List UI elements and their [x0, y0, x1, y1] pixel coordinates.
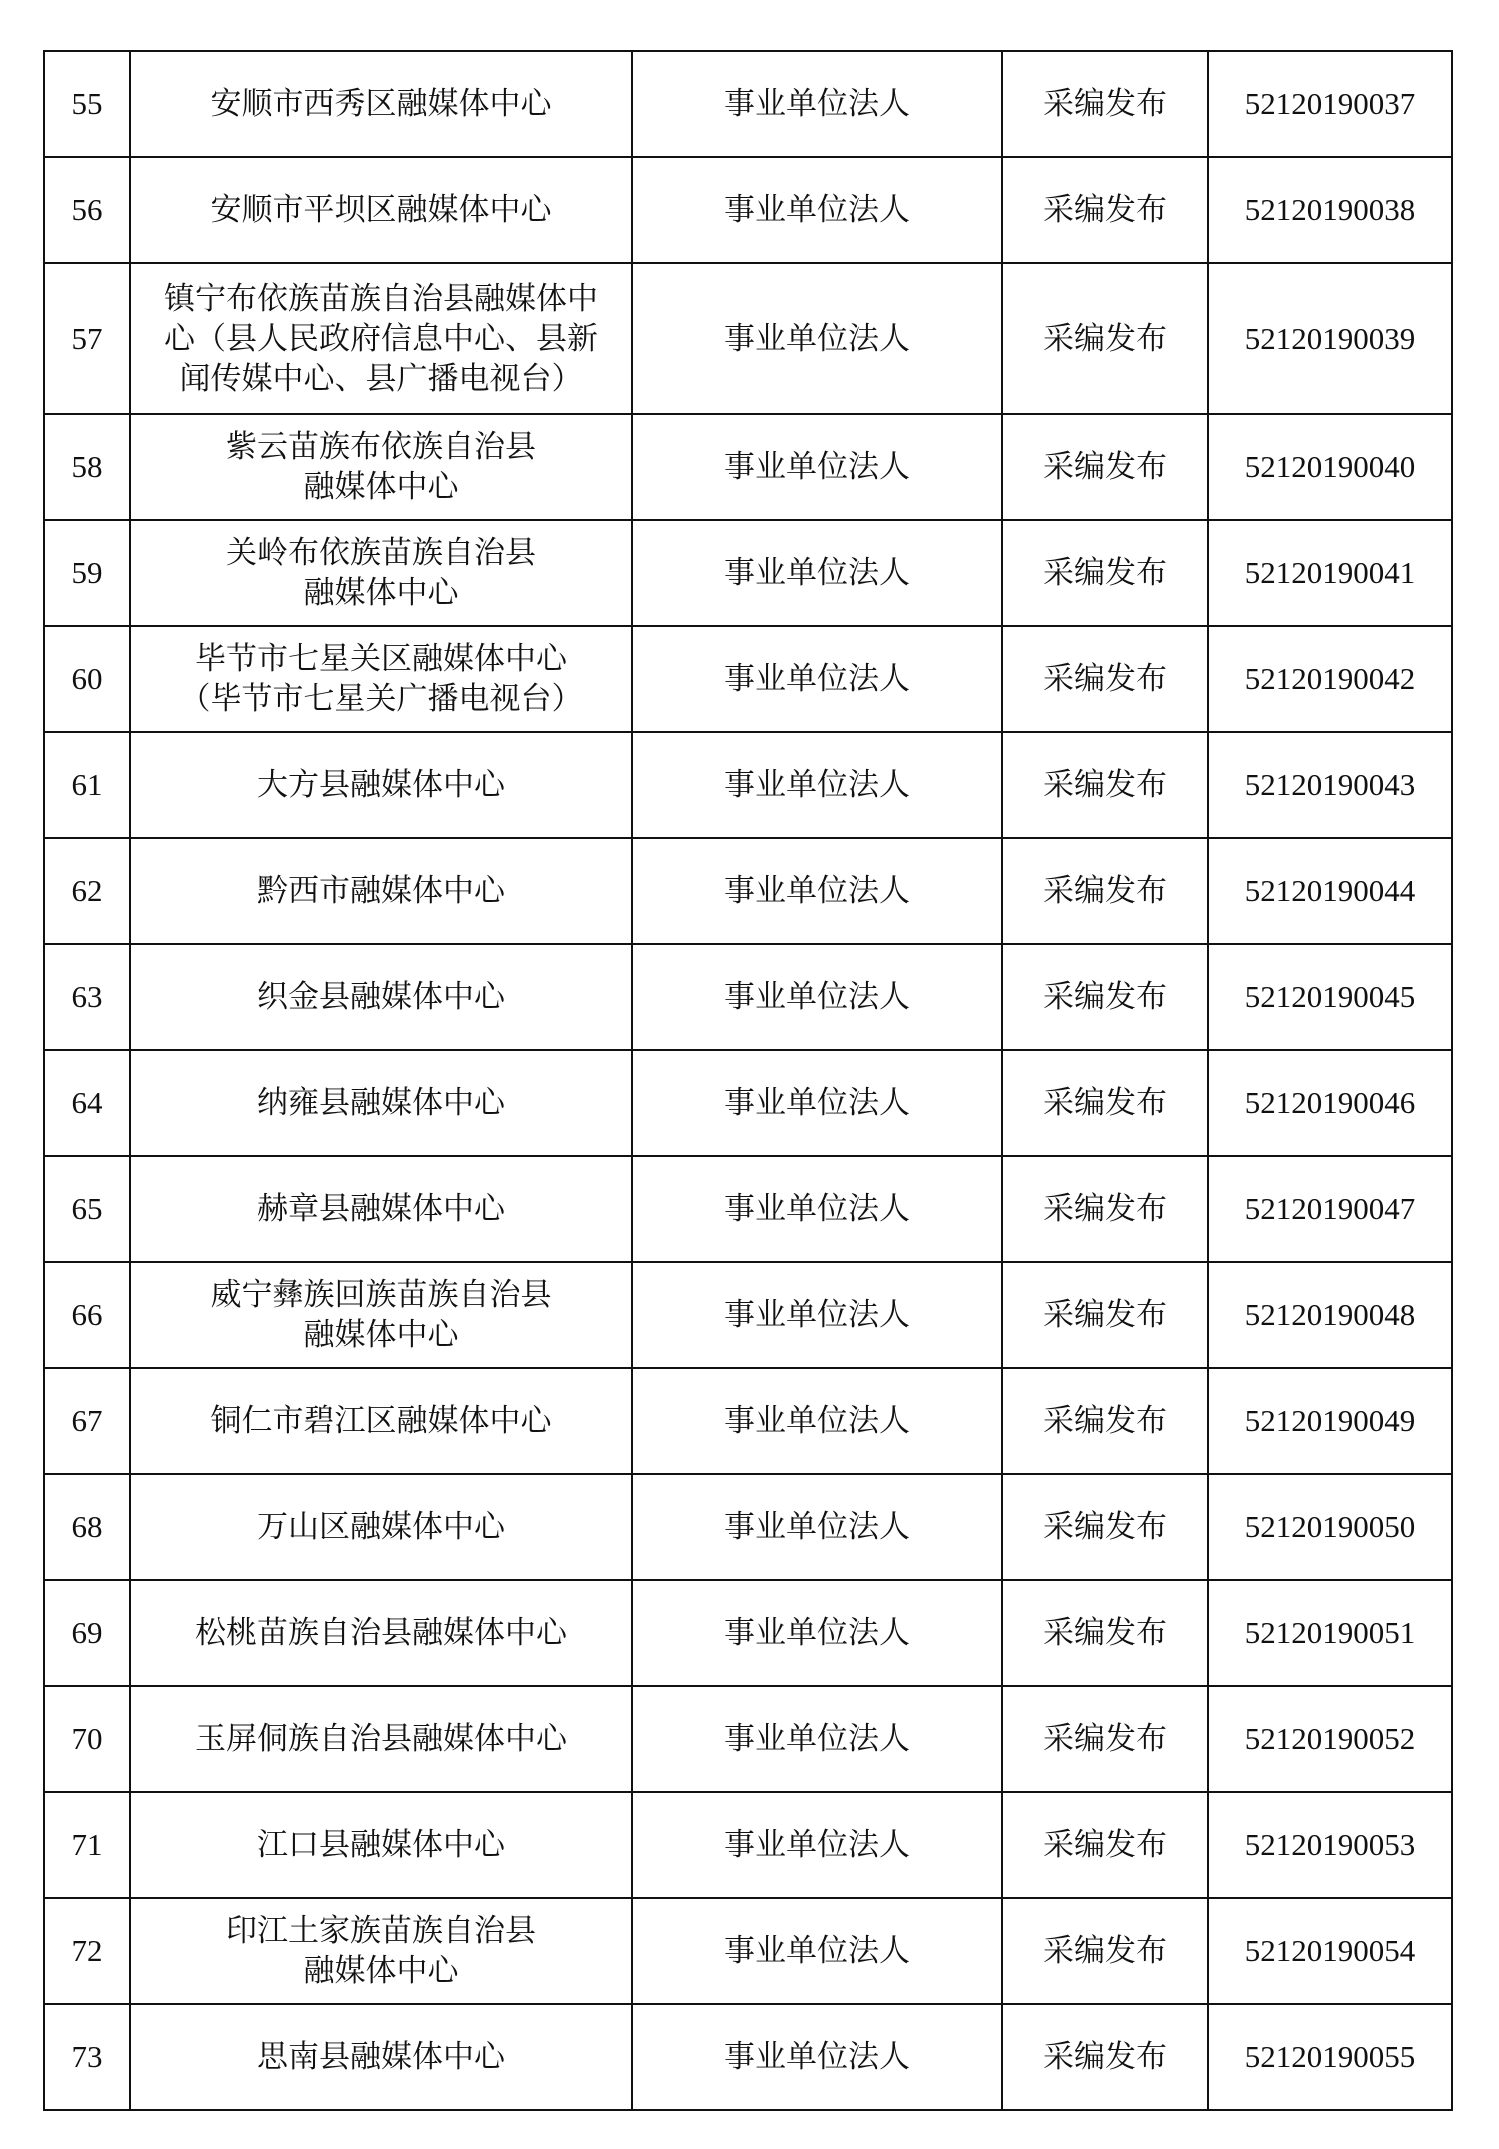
organization-name	[130, 732, 632, 838]
license-code: 52120190052	[1208, 1686, 1452, 1792]
license-code: 52120190042	[1208, 626, 1452, 732]
organization-name	[130, 1792, 632, 1898]
service-scope: 采编发布	[1002, 1368, 1208, 1474]
service-scope: 采编发布	[1002, 944, 1208, 1050]
service-scope: 采编发布	[1002, 1262, 1208, 1368]
table-row	[44, 1580, 1452, 1686]
organization-name	[130, 1898, 632, 2004]
organization-name	[130, 626, 632, 732]
entity-type: 事业单位法人	[632, 1050, 1002, 1156]
license-code: 52120190048	[1208, 1262, 1452, 1368]
row-number: 64	[44, 1050, 130, 1156]
organization-name-line: 黔西市融媒体中心	[257, 873, 505, 909]
table-row	[44, 1050, 1452, 1156]
organization-name	[130, 263, 632, 414]
organization-name-line: 纳雍县融媒体中心	[257, 1085, 505, 1121]
entity-type: 事业单位法人	[632, 732, 1002, 838]
service-scope: 采编发布	[1002, 1474, 1208, 1580]
table-body	[44, 51, 1452, 2110]
organization-name	[130, 944, 632, 1050]
service-scope: 采编发布	[1002, 520, 1208, 626]
license-code: 52120190040	[1208, 414, 1452, 520]
table-row	[44, 157, 1452, 263]
row-number: 62	[44, 838, 130, 944]
organization-name-line: 织金县融媒体中心	[257, 979, 505, 1015]
table-row	[44, 626, 1452, 732]
row-number: 56	[44, 157, 130, 263]
service-scope: 采编发布	[1002, 2004, 1208, 2110]
table-row	[44, 414, 1452, 520]
entity-type: 事业单位法人	[632, 414, 1002, 520]
organization-name-line: 镇宁布依族苗族自治县融媒体中	[164, 280, 598, 317]
entity-type: 事业单位法人	[632, 1686, 1002, 1792]
license-code: 52120190037	[1208, 51, 1452, 157]
entity-type: 事业单位法人	[632, 1368, 1002, 1474]
organization-name-line: 思南县融媒体中心	[257, 2039, 505, 2075]
entity-type: 事业单位法人	[632, 157, 1002, 263]
entity-type: 事业单位法人	[632, 838, 1002, 944]
organization-name-line: 江口县融媒体中心	[257, 1827, 505, 1863]
license-code: 52120190039	[1208, 263, 1452, 414]
organization-name-line: 融媒体中心	[303, 1317, 459, 1353]
service-scope: 采编发布	[1002, 732, 1208, 838]
table-row	[44, 51, 1452, 157]
organization-name-line: 安顺市西秀区融媒体中心	[210, 86, 552, 122]
organization-name-line: 威宁彝族回族苗族自治县	[210, 1277, 552, 1313]
table-row	[44, 1156, 1452, 1262]
service-scope: 采编发布	[1002, 1898, 1208, 2004]
organization-name-line: 心（县人民政府信息中心、县新	[164, 320, 598, 357]
service-scope: 采编发布	[1002, 1050, 1208, 1156]
entity-type: 事业单位法人	[632, 520, 1002, 626]
license-code: 52120190054	[1208, 1898, 1452, 2004]
organization-name-line: 铜仁市碧江区融媒体中心	[210, 1403, 552, 1439]
table-row	[44, 1792, 1452, 1898]
table-row	[44, 1898, 1452, 2004]
organization-name-line: 紫云苗族布依族自治县	[226, 429, 536, 465]
license-code: 52120190041	[1208, 520, 1452, 626]
organization-name	[130, 1262, 632, 1368]
organization-name-line: 闻传媒中心、县广播电视台）	[179, 360, 583, 397]
service-scope: 采编发布	[1002, 157, 1208, 263]
row-number: 63	[44, 944, 130, 1050]
organization-name	[130, 1580, 632, 1686]
row-number: 58	[44, 414, 130, 520]
organization-name	[130, 414, 632, 520]
license-code: 52120190053	[1208, 1792, 1452, 1898]
license-code: 52120190047	[1208, 1156, 1452, 1262]
table-row	[44, 1474, 1452, 1580]
row-number: 69	[44, 1580, 130, 1686]
row-number: 59	[44, 520, 130, 626]
entity-type: 事业单位法人	[632, 1156, 1002, 1262]
license-code: 52120190044	[1208, 838, 1452, 944]
organization-name	[130, 838, 632, 944]
row-number: 61	[44, 732, 130, 838]
organization-name-line: 赫章县融媒体中心	[257, 1191, 505, 1227]
service-scope: 采编发布	[1002, 1580, 1208, 1686]
license-code: 52120190045	[1208, 944, 1452, 1050]
organization-name	[130, 1686, 632, 1792]
service-scope: 采编发布	[1002, 1686, 1208, 1792]
row-number: 65	[44, 1156, 130, 1262]
row-number: 66	[44, 1262, 130, 1368]
service-scope: 采编发布	[1002, 1156, 1208, 1262]
organization-name-line: （毕节市七星关广播电视台）	[179, 681, 583, 717]
license-code: 52120190055	[1208, 2004, 1452, 2110]
license-code: 52120190050	[1208, 1474, 1452, 1580]
service-scope: 采编发布	[1002, 414, 1208, 520]
table-row	[44, 1262, 1452, 1368]
organization-name-line: 玉屏侗族自治县融媒体中心	[195, 1721, 567, 1757]
organization-name-line: 万山区融媒体中心	[257, 1509, 505, 1545]
table-row	[44, 1368, 1452, 1474]
service-scope: 采编发布	[1002, 1792, 1208, 1898]
organization-name-line: 毕节市七星关区融媒体中心	[195, 641, 567, 677]
license-code: 52120190049	[1208, 1368, 1452, 1474]
table-row	[44, 2004, 1452, 2110]
entity-type: 事业单位法人	[632, 2004, 1002, 2110]
table-row	[44, 838, 1452, 944]
entity-type: 事业单位法人	[632, 1898, 1002, 2004]
license-code: 52120190038	[1208, 157, 1452, 263]
entity-type: 事业单位法人	[632, 1580, 1002, 1686]
table-row	[44, 263, 1452, 414]
organization-name	[130, 1368, 632, 1474]
row-number: 67	[44, 1368, 130, 1474]
entity-type: 事业单位法人	[632, 1792, 1002, 1898]
entity-type: 事业单位法人	[632, 263, 1002, 414]
organization-name	[130, 1156, 632, 1262]
row-number: 57	[44, 263, 130, 414]
row-number: 73	[44, 2004, 130, 2110]
row-number: 70	[44, 1686, 130, 1792]
row-number: 72	[44, 1898, 130, 2004]
entity-type: 事业单位法人	[632, 626, 1002, 732]
table-row	[44, 1686, 1452, 1792]
organization-name	[130, 51, 632, 157]
table-row	[44, 732, 1452, 838]
license-code: 52120190051	[1208, 1580, 1452, 1686]
registry-table	[43, 50, 1453, 2111]
table-row	[44, 944, 1452, 1050]
organization-name	[130, 520, 632, 626]
license-code: 52120190046	[1208, 1050, 1452, 1156]
entity-type: 事业单位法人	[632, 944, 1002, 1050]
organization-name-line: 融媒体中心	[303, 575, 459, 611]
entity-type: 事业单位法人	[632, 51, 1002, 157]
row-number: 55	[44, 51, 130, 157]
service-scope: 采编发布	[1002, 838, 1208, 944]
row-number: 71	[44, 1792, 130, 1898]
organization-name	[130, 1474, 632, 1580]
row-number: 60	[44, 626, 130, 732]
organization-name-line: 融媒体中心	[303, 1953, 459, 1989]
organization-name	[130, 1050, 632, 1156]
organization-name-line: 安顺市平坝区融媒体中心	[210, 192, 552, 228]
service-scope: 采编发布	[1002, 51, 1208, 157]
service-scope: 采编发布	[1002, 263, 1208, 414]
table-row	[44, 520, 1452, 626]
organization-name	[130, 2004, 632, 2110]
organization-name-line: 大方县融媒体中心	[257, 767, 505, 803]
service-scope: 采编发布	[1002, 626, 1208, 732]
entity-type: 事业单位法人	[632, 1262, 1002, 1368]
organization-name-line: 印江土家族苗族自治县	[226, 1913, 536, 1949]
organization-name-line: 关岭布依族苗族自治县	[226, 535, 536, 571]
entity-type: 事业单位法人	[632, 1474, 1002, 1580]
row-number: 68	[44, 1474, 130, 1580]
organization-name-line: 松桃苗族自治县融媒体中心	[195, 1615, 567, 1651]
organization-name-line: 融媒体中心	[303, 469, 459, 505]
license-code: 52120190043	[1208, 732, 1452, 838]
organization-name	[130, 157, 632, 263]
